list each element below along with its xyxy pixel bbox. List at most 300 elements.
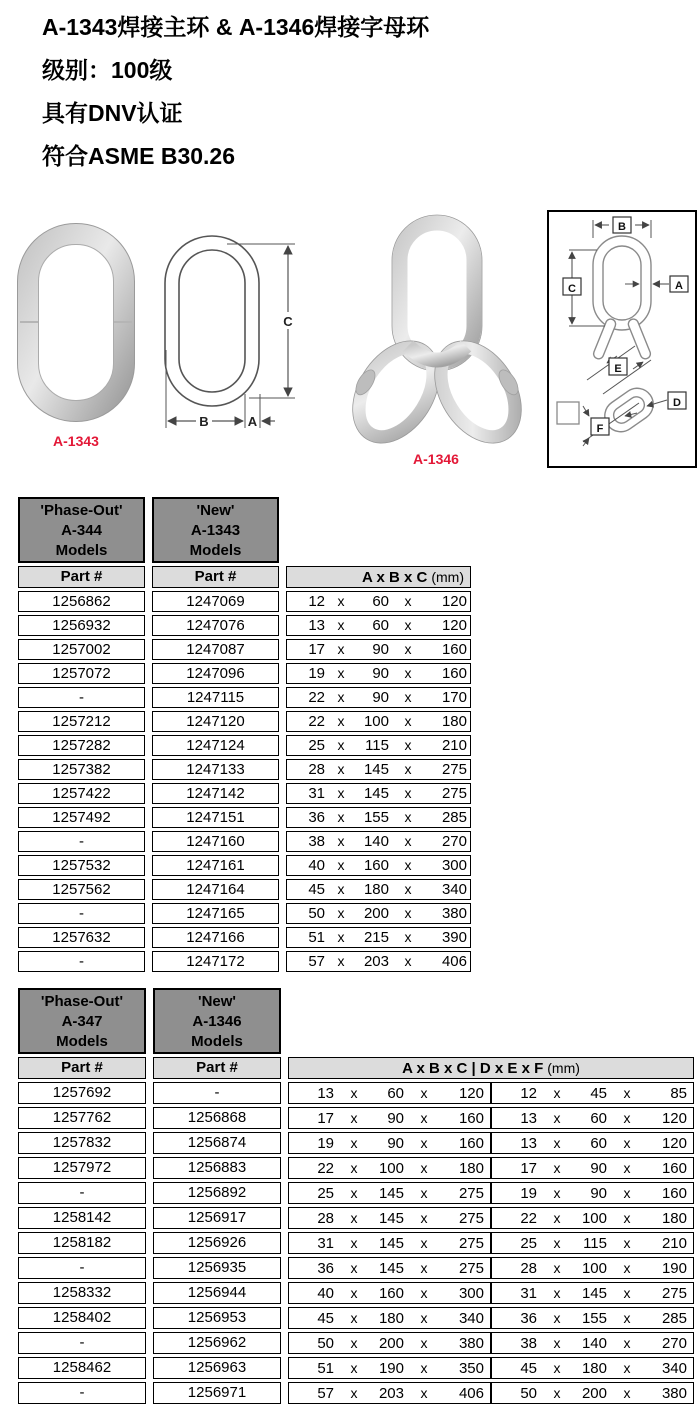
- new-part-number: 1247124: [152, 735, 279, 756]
- x-separator: x: [420, 1184, 428, 1201]
- dimension-spec-abc: [286, 615, 471, 636]
- diagram-border: [548, 211, 696, 467]
- dim-e-value: 60: [590, 1109, 607, 1127]
- table-row: [18, 927, 471, 948]
- dim-f-value: 285: [661, 1309, 687, 1327]
- diagram-e-label: E: [614, 363, 622, 375]
- table-row: [18, 735, 471, 756]
- x-separator: x: [420, 1134, 428, 1151]
- x-separator: x: [623, 1334, 631, 1351]
- dim-c-value: 210: [441, 737, 467, 754]
- x-separator: x: [337, 905, 345, 921]
- dimension-spec-abc: [288, 1357, 491, 1379]
- certification-line: 具有DNV认证: [42, 100, 183, 126]
- x-separator: x: [337, 641, 345, 657]
- diagram-a-label: A: [675, 280, 683, 292]
- dim-c-value: 350: [458, 1359, 484, 1377]
- x-separator: x: [404, 641, 412, 657]
- x-separator: x: [404, 953, 412, 969]
- dim-f-value: 180: [661, 1209, 687, 1227]
- dim-e-value: 45: [590, 1084, 607, 1102]
- table-row: [18, 663, 471, 684]
- header-line: A-1346: [192, 1013, 242, 1030]
- x-separator: x: [420, 1334, 428, 1351]
- x-separator: x: [553, 1284, 561, 1301]
- x-separator: x: [337, 713, 345, 729]
- x-separator: x: [623, 1284, 631, 1301]
- phaseout-part-number: -: [18, 1332, 146, 1354]
- x-separator: x: [337, 761, 345, 777]
- dimensions-column-header: [288, 1057, 694, 1079]
- dim-b-value: 160: [363, 857, 389, 874]
- dim-f-value: 120: [661, 1134, 687, 1152]
- x-separator: x: [553, 1184, 561, 1201]
- table-row: [18, 1257, 694, 1279]
- phaseout-models-header: [18, 497, 145, 563]
- dim-a-value: 45: [317, 1309, 334, 1327]
- dim-a-value: 17: [317, 1109, 334, 1127]
- header-line: A-347: [61, 1013, 103, 1030]
- x-separator: x: [350, 1309, 358, 1326]
- phaseout-part-number: 1258142: [18, 1207, 146, 1229]
- x-separator: x: [420, 1259, 428, 1276]
- table-row: [18, 831, 471, 852]
- dim-b-value: 145: [378, 1184, 404, 1202]
- table-row: [18, 1282, 694, 1304]
- x-separator: x: [337, 833, 345, 849]
- table-row: [18, 1357, 694, 1379]
- table-row: [18, 1232, 694, 1254]
- new-part-number: 1256926: [153, 1232, 281, 1254]
- x-separator: x: [553, 1309, 561, 1326]
- dim-f-value: 380: [661, 1384, 687, 1402]
- header-line: 'New': [196, 502, 235, 519]
- dim-a-value: 36: [317, 1259, 334, 1277]
- table-row: [18, 1382, 694, 1404]
- dim-b-value: 190: [378, 1359, 404, 1377]
- new-part-number: 1247069: [152, 591, 279, 612]
- dim-d-value: 12: [520, 1084, 537, 1102]
- x-separator: x: [553, 1384, 561, 1401]
- table-row: [18, 1182, 694, 1204]
- phaseout-part-number: 1257562: [18, 879, 145, 900]
- diagram-c-label: C: [568, 283, 576, 295]
- new-part-number: 1247076: [152, 615, 279, 636]
- table-row: [18, 1332, 694, 1354]
- dimension-spec-def: [491, 1157, 694, 1179]
- x-separator: x: [337, 881, 345, 897]
- dim-e-value: 90: [590, 1159, 607, 1177]
- dim-f-value: 210: [661, 1234, 687, 1252]
- phaseout-part-number: -: [18, 1182, 146, 1204]
- x-separator: x: [404, 929, 412, 945]
- dim-c-value: 120: [441, 617, 467, 634]
- dimension-spec-abc: [286, 783, 471, 804]
- table-row: [18, 639, 471, 660]
- dimension-spec-abc: [286, 711, 471, 732]
- x-separator: x: [350, 1109, 358, 1126]
- dimension-spec-def: [491, 1232, 694, 1254]
- diagram-d-label: D: [673, 397, 681, 409]
- header-line: A-344: [61, 522, 102, 539]
- dim-a-value: 57: [317, 1384, 334, 1402]
- table-row: [18, 783, 471, 804]
- dim-a-value: 40: [317, 1284, 334, 1302]
- dim-c-value: 380: [458, 1334, 484, 1352]
- x-separator: x: [553, 1109, 561, 1126]
- dimension-spec-abc: [288, 1182, 491, 1204]
- new-part-number: 1256868: [153, 1107, 281, 1129]
- dim-e-value: 140: [581, 1334, 607, 1352]
- new-part-number: 1256874: [153, 1132, 281, 1154]
- dim-b-value: 60: [372, 593, 389, 610]
- dim-d-value: 38: [520, 1334, 537, 1352]
- phaseout-part-number: 1257212: [18, 711, 145, 732]
- new-part-number: 1256935: [153, 1257, 281, 1279]
- dim-d-value: 50: [520, 1384, 537, 1402]
- dimension-spec-abc: [286, 831, 471, 852]
- dimension-spec-def: [491, 1282, 694, 1304]
- x-separator: x: [350, 1184, 358, 1201]
- table-row: [18, 903, 471, 924]
- part-number-column-header: Part #: [153, 1057, 281, 1079]
- dimension-spec-abc: [288, 1332, 491, 1354]
- a1346-dimension-diagram: [547, 210, 697, 473]
- x-separator: x: [350, 1334, 358, 1351]
- header-line: Models: [191, 1033, 243, 1050]
- dimension-spec-abc: [286, 687, 471, 708]
- table-row: [18, 759, 471, 780]
- x-separator: x: [350, 1084, 358, 1101]
- x-separator: x: [337, 929, 345, 945]
- x-separator: x: [623, 1159, 631, 1176]
- dim-c-value: 275: [441, 761, 467, 778]
- dim-b-value: 145: [363, 785, 389, 802]
- new-part-number: 1247096: [152, 663, 279, 684]
- x-separator: x: [404, 857, 412, 873]
- x-separator: x: [420, 1284, 428, 1301]
- dimension-spec-def: [491, 1082, 694, 1104]
- phaseout-part-number: 1258332: [18, 1282, 146, 1304]
- phaseout-part-number: -: [18, 951, 145, 972]
- new-part-number: 1247172: [152, 951, 279, 972]
- dim-b-value: 160: [378, 1284, 404, 1302]
- master-link-photo-drawing: [12, 222, 140, 422]
- dim-f-value: 190: [661, 1259, 687, 1277]
- x-separator: x: [350, 1159, 358, 1176]
- dim-c-value: 170: [441, 689, 467, 706]
- new-part-number: 1247133: [152, 759, 279, 780]
- dimension-spec-def: [491, 1257, 694, 1279]
- dim-b-value: 200: [363, 905, 389, 922]
- dim-a-value: 22: [308, 713, 325, 730]
- a1346-part-label: A-1346: [413, 451, 459, 467]
- spec-letters: A x B x C: [362, 569, 428, 586]
- phaseout-part-number: -: [18, 1382, 146, 1404]
- dim-a-value: 40: [308, 857, 325, 874]
- dim-e-value: 180: [581, 1359, 607, 1377]
- dim-a-value: 13: [308, 617, 325, 634]
- part-number-column-header: Part #: [18, 1057, 146, 1079]
- part-number-column-header: Part #: [152, 566, 279, 588]
- dimension-spec-abc: [286, 807, 471, 828]
- a1343-dimension-drawing: [157, 230, 313, 447]
- dim-b-value: 90: [372, 641, 389, 658]
- dim-b-value: 90: [372, 665, 389, 682]
- header-line: 'Phase-Out': [40, 502, 123, 519]
- phaseout-part-number: 1257832: [18, 1132, 146, 1154]
- dim-c-value: 300: [458, 1284, 484, 1302]
- header-line: A-1343: [190, 522, 241, 539]
- x-separator: x: [337, 857, 345, 873]
- phaseout-part-number: 1257692: [18, 1082, 146, 1104]
- dim-c-value: 275: [458, 1209, 484, 1227]
- dim-f-value: 120: [661, 1109, 687, 1127]
- table-row: [18, 951, 471, 972]
- dimension-spec-abc: [286, 879, 471, 900]
- dim-b-value: 90: [387, 1134, 404, 1152]
- phaseout-part-number: 1258402: [18, 1307, 146, 1329]
- assembly-photo-drawing: [338, 214, 534, 446]
- diagram-b-label: B: [618, 221, 626, 233]
- table-row: [18, 687, 471, 708]
- dim-d-value: 28: [520, 1259, 537, 1277]
- phaseout-part-number: 1257632: [18, 927, 145, 948]
- table-a1343: [18, 497, 471, 972]
- phaseout-part-number: 1257762: [18, 1107, 146, 1129]
- dimension-spec-abc: [288, 1082, 491, 1104]
- new-part-number: 1256944: [153, 1282, 281, 1304]
- header-line: 'New': [198, 993, 236, 1010]
- dim-c-value: 406: [458, 1384, 484, 1402]
- x-separator: x: [404, 905, 412, 921]
- dim-a-value: 19: [317, 1134, 334, 1152]
- dim-b-value: 145: [378, 1209, 404, 1227]
- dim-a-label: A: [247, 414, 258, 429]
- dim-b-value: 115: [365, 737, 389, 754]
- header-line: 'Phase-Out': [40, 993, 124, 1010]
- dimension-spec-abc: [288, 1307, 491, 1329]
- spec-unit: (mm): [431, 569, 464, 585]
- x-separator: x: [350, 1284, 358, 1301]
- x-separator: x: [420, 1309, 428, 1326]
- x-separator: x: [337, 809, 345, 825]
- dim-c-value: 180: [441, 713, 467, 730]
- dim-a-value: 45: [308, 881, 325, 898]
- x-separator: x: [350, 1234, 358, 1251]
- table-row: [18, 807, 471, 828]
- x-separator: x: [553, 1209, 561, 1226]
- phaseout-part-number: -: [18, 903, 145, 924]
- dim-f-value: 160: [661, 1159, 687, 1177]
- x-separator: x: [337, 593, 345, 609]
- x-separator: x: [623, 1184, 631, 1201]
- x-separator: x: [420, 1084, 428, 1101]
- dim-a-value: 31: [317, 1234, 334, 1252]
- phaseout-part-number: 1257282: [18, 735, 145, 756]
- dim-c-value: 120: [458, 1084, 484, 1102]
- x-separator: x: [350, 1259, 358, 1276]
- diagram-box: [547, 210, 697, 468]
- dimension-spec-def: [491, 1207, 694, 1229]
- dimension-spec-abc: [286, 735, 471, 756]
- dim-c-value: 160: [458, 1109, 484, 1127]
- phaseout-part-number: 1257532: [18, 855, 145, 876]
- dim-c-value: 120: [441, 593, 467, 610]
- dimension-spec-abc: [286, 927, 471, 948]
- new-part-number: -: [153, 1082, 281, 1104]
- phaseout-part-number: 1258462: [18, 1357, 146, 1379]
- phaseout-part-number: 1257972: [18, 1157, 146, 1179]
- dim-d-value: 17: [520, 1159, 537, 1177]
- x-separator: x: [404, 737, 412, 753]
- x-separator: x: [623, 1109, 631, 1126]
- dim-a-value: 38: [308, 833, 325, 850]
- dim-a-value: 25: [317, 1184, 334, 1202]
- dimension-spec-def: [491, 1382, 694, 1404]
- dim-d-value: 25: [520, 1234, 537, 1252]
- dim-f-value: 270: [661, 1334, 687, 1352]
- dim-c-value: 285: [441, 809, 467, 826]
- header-line: Models: [189, 542, 242, 559]
- x-separator: x: [420, 1109, 428, 1126]
- dim-b-value: 200: [378, 1334, 404, 1352]
- dim-e-value: 200: [581, 1384, 607, 1402]
- dim-a-value: 22: [317, 1159, 334, 1177]
- dimension-spec-def: [491, 1132, 694, 1154]
- x-separator: x: [350, 1134, 358, 1151]
- new-models-header: [153, 988, 281, 1054]
- x-separator: x: [553, 1234, 561, 1251]
- dim-a-value: 31: [308, 785, 325, 802]
- a1346-product-photo: [338, 214, 534, 467]
- dim-d-value: 13: [520, 1134, 537, 1152]
- table-row: [18, 1132, 694, 1154]
- spec-unit: (mm): [547, 1060, 580, 1076]
- a1343-part-label: A-1343: [53, 433, 99, 449]
- dim-c-label: C: [283, 314, 293, 329]
- dim-b-value: 145: [363, 761, 389, 778]
- dim-a-value: 36: [308, 809, 325, 826]
- x-separator: x: [350, 1359, 358, 1376]
- phaseout-part-number: 1257492: [18, 807, 145, 828]
- dimension-spec-abc: [286, 639, 471, 660]
- dim-a-value: 50: [317, 1334, 334, 1352]
- phaseout-part-number: -: [18, 687, 145, 708]
- phaseout-part-number: 1258182: [18, 1232, 146, 1254]
- dim-b-label: B: [199, 414, 209, 429]
- table-row: [18, 1157, 694, 1179]
- phaseout-part-number: -: [18, 831, 145, 852]
- dim-e-value: 100: [581, 1259, 607, 1277]
- new-part-number: 1256962: [153, 1332, 281, 1354]
- phaseout-part-number: 1257002: [18, 639, 145, 660]
- dim-b-value: 140: [363, 833, 389, 850]
- x-separator: x: [553, 1259, 561, 1276]
- dimension-spec-abc: [288, 1257, 491, 1279]
- x-separator: x: [404, 593, 412, 609]
- dimension-spec-abc: [286, 855, 471, 876]
- dimension-spec-abc: [288, 1132, 491, 1154]
- table-row: [18, 1207, 694, 1229]
- dim-f-value: 160: [661, 1184, 687, 1202]
- dimension-spec-abc: [286, 591, 471, 612]
- phaseout-part-number: 1257072: [18, 663, 145, 684]
- x-separator: x: [404, 713, 412, 729]
- dim-a-value: 28: [308, 761, 325, 778]
- dim-b-value: 203: [363, 953, 389, 970]
- dim-e-value: 145: [581, 1284, 607, 1302]
- dimension-spec-abc: [288, 1207, 491, 1229]
- new-part-number: 1247165: [152, 903, 279, 924]
- dim-c-value: 340: [458, 1309, 484, 1327]
- dim-f-value: 340: [661, 1359, 687, 1377]
- x-separator: x: [553, 1359, 561, 1376]
- x-separator: x: [337, 785, 345, 801]
- dim-e-value: 90: [590, 1184, 607, 1202]
- new-part-number: 1247142: [152, 783, 279, 804]
- dimension-spec-abc: [288, 1107, 491, 1129]
- dim-a-value: 17: [308, 641, 325, 658]
- dim-a-value: 51: [317, 1359, 334, 1377]
- dim-c-value: 380: [441, 905, 467, 922]
- x-separator: x: [623, 1234, 631, 1251]
- dim-c-value: 160: [441, 641, 467, 658]
- table-body: [18, 591, 471, 972]
- dim-c-value: 390: [441, 929, 467, 946]
- a1343-product-photo: [12, 222, 140, 449]
- x-separator: x: [553, 1084, 561, 1101]
- phaseout-part-number: 1257382: [18, 759, 145, 780]
- dim-c-value: 406: [441, 953, 467, 970]
- table-body: [18, 1082, 694, 1404]
- x-separator: x: [404, 761, 412, 777]
- dim-b-value: 60: [387, 1084, 404, 1102]
- dim-b-value: 145: [378, 1259, 404, 1277]
- dimension-spec-abc: [286, 759, 471, 780]
- dim-d-value: 19: [520, 1184, 537, 1202]
- grade-line: 级别：100级: [42, 57, 173, 83]
- table-a1346: [18, 988, 694, 1404]
- table-row: [18, 1082, 694, 1104]
- x-separator: x: [420, 1359, 428, 1376]
- dim-e-value: 115: [583, 1234, 607, 1252]
- x-separator: x: [404, 809, 412, 825]
- dimensions-column-header: [286, 566, 471, 588]
- phaseout-part-number: 1257422: [18, 783, 145, 804]
- x-separator: x: [623, 1384, 631, 1401]
- dim-c-value: 160: [441, 665, 467, 682]
- dim-d-value: 13: [520, 1109, 537, 1127]
- x-separator: x: [404, 665, 412, 681]
- new-part-number: 1256892: [153, 1182, 281, 1204]
- x-separator: x: [404, 617, 412, 633]
- new-part-number: 1256963: [153, 1357, 281, 1379]
- dimension-spec-def: [491, 1357, 694, 1379]
- dim-c-value: 340: [441, 881, 467, 898]
- new-part-number: 1256917: [153, 1207, 281, 1229]
- dim-f-value: 275: [661, 1284, 687, 1302]
- x-separator: x: [623, 1209, 631, 1226]
- dim-c-value: 180: [458, 1159, 484, 1177]
- dim-b-value: 215: [363, 929, 389, 946]
- header-line: Models: [56, 1033, 108, 1050]
- dim-c-value: 300: [441, 857, 467, 874]
- line-drawing: [157, 230, 313, 442]
- dim-c-value: 275: [441, 785, 467, 802]
- x-separator: x: [623, 1359, 631, 1376]
- dim-d-value: 31: [520, 1284, 537, 1302]
